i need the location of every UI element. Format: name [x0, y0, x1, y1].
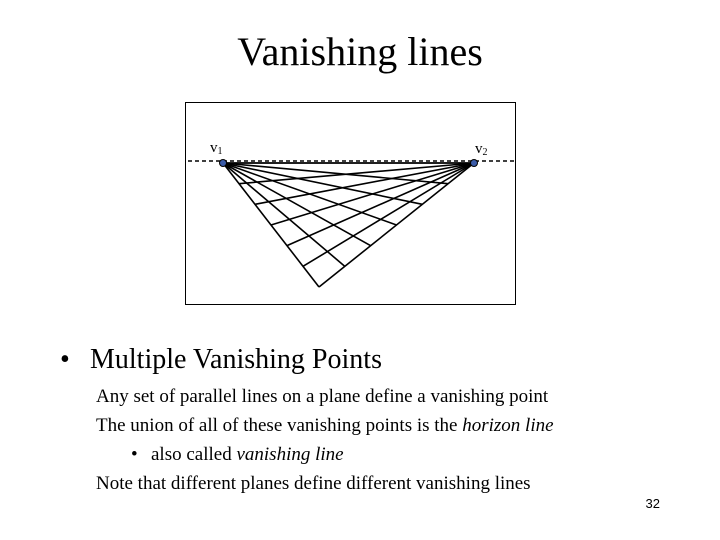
- text-line-1: Any set of parallel lines on a plane define a vanishing point: [96, 386, 549, 407]
- v2-label: $v_2$: [475, 141, 488, 158]
- grid-line-from-v1: [223, 163, 371, 246]
- perspective-grid-diagram: [186, 103, 517, 306]
- grid-line-from-v1: [223, 163, 345, 266]
- text-line-2: The union of all of these vanishing points is the horizon line: [96, 415, 554, 436]
- grid-line-from-v2: [319, 163, 474, 287]
- text-line-3: • also called vanishing line: [131, 444, 344, 465]
- bullet-dot: •: [60, 344, 70, 375]
- text-line-4: Note that different planes define different vanishing lines: [96, 473, 531, 494]
- main-bullet: • Multiple Vanishing Points: [60, 344, 382, 375]
- slide-title: Vanishing lines: [237, 29, 483, 74]
- grid-line-from-v2: [287, 163, 474, 246]
- page-number: 32: [645, 496, 660, 511]
- vanishing-point-v1: [220, 160, 227, 167]
- vanishing-lines-figure: [185, 102, 516, 305]
- v1-label: $v_1$: [210, 140, 223, 157]
- vanishing-point-v2: [471, 160, 478, 167]
- sub-bullet-dot: •: [131, 444, 138, 465]
